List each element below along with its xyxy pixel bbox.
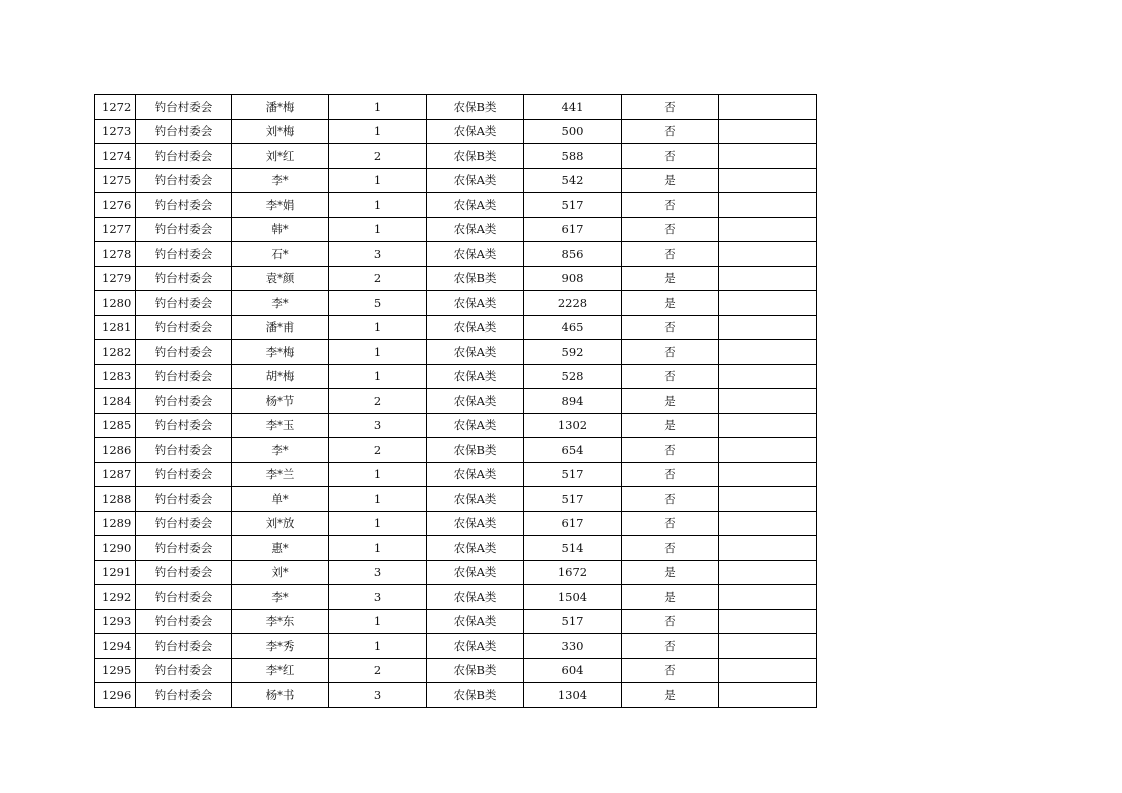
village-cell: 钓台村委会 — [136, 609, 232, 634]
row-id-cell: 1296 — [95, 683, 136, 708]
row-id-cell: 1275 — [95, 168, 136, 193]
household-count-cell: 1 — [329, 487, 427, 512]
note-cell — [719, 536, 817, 561]
table-row — [95, 389, 817, 414]
insurance-category-cell: 农保A类 — [427, 536, 524, 561]
amount-cell: 1302 — [524, 413, 622, 438]
note-cell — [719, 634, 817, 659]
note-cell — [719, 95, 817, 120]
amount-cell: 1672 — [524, 560, 622, 585]
note-cell — [719, 340, 817, 365]
village-cell: 钓台村委会 — [136, 511, 232, 536]
amount-cell: 592 — [524, 340, 622, 365]
insurance-category-cell: 农保B类 — [427, 266, 524, 291]
name-cell: 刘* — [232, 560, 329, 585]
table-row — [95, 658, 817, 683]
village-cell: 钓台村委会 — [136, 315, 232, 340]
note-cell — [719, 193, 817, 218]
table-row — [95, 683, 817, 708]
table-row — [95, 413, 817, 438]
household-count-cell: 2 — [329, 389, 427, 414]
flag-cell: 否 — [622, 95, 719, 120]
household-count-cell: 3 — [329, 585, 427, 610]
name-cell: 袁*颜 — [232, 266, 329, 291]
household-count-cell: 2 — [329, 266, 427, 291]
village-cell: 钓台村委会 — [136, 340, 232, 365]
name-cell: 李* — [232, 168, 329, 193]
note-cell — [719, 266, 817, 291]
row-id-cell: 1280 — [95, 291, 136, 316]
amount-cell: 528 — [524, 364, 622, 389]
insurance-category-cell: 农保A类 — [427, 364, 524, 389]
row-id-cell: 1293 — [95, 609, 136, 634]
roster-table — [94, 94, 817, 708]
amount-cell: 441 — [524, 95, 622, 120]
household-count-cell: 3 — [329, 413, 427, 438]
amount-cell: 588 — [524, 144, 622, 169]
table-row — [95, 609, 817, 634]
row-id-cell: 1290 — [95, 536, 136, 561]
household-count-cell: 1 — [329, 536, 427, 561]
amount-cell: 1304 — [524, 683, 622, 708]
amount-cell: 908 — [524, 266, 622, 291]
table-row — [95, 364, 817, 389]
insurance-category-cell: 农保A类 — [427, 413, 524, 438]
flag-cell: 否 — [622, 536, 719, 561]
roster-body — [95, 95, 817, 708]
flag-cell: 否 — [622, 511, 719, 536]
flag-cell: 否 — [622, 634, 719, 659]
household-count-cell: 1 — [329, 315, 427, 340]
household-count-cell: 1 — [329, 634, 427, 659]
amount-cell: 617 — [524, 511, 622, 536]
amount-cell: 517 — [524, 609, 622, 634]
row-id-cell: 1278 — [95, 242, 136, 267]
flag-cell: 是 — [622, 168, 719, 193]
household-count-cell: 1 — [329, 217, 427, 242]
village-cell: 钓台村委会 — [136, 266, 232, 291]
flag-cell: 否 — [622, 609, 719, 634]
flag-cell: 是 — [622, 413, 719, 438]
note-cell — [719, 389, 817, 414]
row-id-cell: 1284 — [95, 389, 136, 414]
name-cell: 胡*梅 — [232, 364, 329, 389]
name-cell: 杨*书 — [232, 683, 329, 708]
flag-cell: 否 — [622, 364, 719, 389]
row-id-cell: 1279 — [95, 266, 136, 291]
row-id-cell: 1295 — [95, 658, 136, 683]
household-count-cell: 1 — [329, 511, 427, 536]
village-cell: 钓台村委会 — [136, 683, 232, 708]
flag-cell: 否 — [622, 217, 719, 242]
name-cell: 李* — [232, 291, 329, 316]
note-cell — [719, 315, 817, 340]
household-count-cell: 1 — [329, 609, 427, 634]
village-cell: 钓台村委会 — [136, 291, 232, 316]
table-row — [95, 119, 817, 144]
village-cell: 钓台村委会 — [136, 536, 232, 561]
village-cell: 钓台村委会 — [136, 144, 232, 169]
household-count-cell: 1 — [329, 119, 427, 144]
flag-cell: 否 — [622, 144, 719, 169]
name-cell: 李*娟 — [232, 193, 329, 218]
village-cell: 钓台村委会 — [136, 585, 232, 610]
row-id-cell: 1294 — [95, 634, 136, 659]
row-id-cell: 1286 — [95, 438, 136, 463]
row-id-cell: 1291 — [95, 560, 136, 585]
name-cell: 刘*梅 — [232, 119, 329, 144]
name-cell: 石* — [232, 242, 329, 267]
insurance-category-cell: 农保A类 — [427, 585, 524, 610]
name-cell: 李* — [232, 438, 329, 463]
amount-cell: 517 — [524, 487, 622, 512]
insurance-category-cell: 农保B类 — [427, 438, 524, 463]
flag-cell: 否 — [622, 340, 719, 365]
name-cell: 刘*放 — [232, 511, 329, 536]
row-id-cell: 1287 — [95, 462, 136, 487]
flag-cell: 否 — [622, 119, 719, 144]
amount-cell: 514 — [524, 536, 622, 561]
table-row — [95, 634, 817, 659]
household-count-cell: 3 — [329, 683, 427, 708]
amount-cell: 2228 — [524, 291, 622, 316]
note-cell — [719, 144, 817, 169]
note-cell — [719, 413, 817, 438]
note-cell — [719, 511, 817, 536]
row-id-cell: 1289 — [95, 511, 136, 536]
household-count-cell: 1 — [329, 340, 427, 365]
name-cell: 潘*梅 — [232, 95, 329, 120]
table-row — [95, 438, 817, 463]
insurance-category-cell: 农保A类 — [427, 511, 524, 536]
village-cell: 钓台村委会 — [136, 462, 232, 487]
note-cell — [719, 168, 817, 193]
village-cell: 钓台村委会 — [136, 560, 232, 585]
insurance-category-cell: 农保A类 — [427, 315, 524, 340]
amount-cell: 465 — [524, 315, 622, 340]
note-cell — [719, 585, 817, 610]
table-row — [95, 168, 817, 193]
row-id-cell: 1276 — [95, 193, 136, 218]
table-row — [95, 266, 817, 291]
table-row — [95, 144, 817, 169]
amount-cell: 856 — [524, 242, 622, 267]
amount-cell: 654 — [524, 438, 622, 463]
village-cell: 钓台村委会 — [136, 487, 232, 512]
table-row — [95, 340, 817, 365]
village-cell: 钓台村委会 — [136, 364, 232, 389]
village-cell: 钓台村委会 — [136, 413, 232, 438]
table-row — [95, 462, 817, 487]
table-row — [95, 560, 817, 585]
flag-cell: 是 — [622, 266, 719, 291]
row-id-cell: 1288 — [95, 487, 136, 512]
insurance-category-cell: 农保B类 — [427, 683, 524, 708]
insurance-category-cell: 农保A类 — [427, 462, 524, 487]
village-cell: 钓台村委会 — [136, 438, 232, 463]
insurance-category-cell: 农保A类 — [427, 560, 524, 585]
household-count-cell: 1 — [329, 193, 427, 218]
flag-cell: 是 — [622, 683, 719, 708]
village-cell: 钓台村委会 — [136, 389, 232, 414]
insurance-category-cell: 农保A类 — [427, 340, 524, 365]
amount-cell: 604 — [524, 658, 622, 683]
insurance-category-cell: 农保A类 — [427, 389, 524, 414]
insurance-category-cell: 农保A类 — [427, 119, 524, 144]
household-count-cell: 1 — [329, 95, 427, 120]
row-id-cell: 1281 — [95, 315, 136, 340]
amount-cell: 517 — [524, 462, 622, 487]
note-cell — [719, 658, 817, 683]
household-count-cell: 5 — [329, 291, 427, 316]
insurance-category-cell: 农保A类 — [427, 242, 524, 267]
flag-cell: 否 — [622, 487, 719, 512]
flag-cell: 否 — [622, 462, 719, 487]
row-id-cell: 1282 — [95, 340, 136, 365]
insurance-category-cell: 农保A类 — [427, 609, 524, 634]
household-count-cell: 1 — [329, 462, 427, 487]
household-count-cell: 3 — [329, 560, 427, 585]
flag-cell: 否 — [622, 242, 719, 267]
note-cell — [719, 242, 817, 267]
insurance-category-cell: 农保A类 — [427, 168, 524, 193]
insurance-category-cell: 农保B类 — [427, 95, 524, 120]
name-cell: 李*梅 — [232, 340, 329, 365]
name-cell: 潘*甫 — [232, 315, 329, 340]
table-row — [95, 291, 817, 316]
village-cell: 钓台村委会 — [136, 119, 232, 144]
flag-cell: 是 — [622, 560, 719, 585]
amount-cell: 517 — [524, 193, 622, 218]
note-cell — [719, 609, 817, 634]
row-id-cell: 1283 — [95, 364, 136, 389]
table-row — [95, 217, 817, 242]
name-cell: 李*秀 — [232, 634, 329, 659]
name-cell: 李*兰 — [232, 462, 329, 487]
note-cell — [719, 119, 817, 144]
amount-cell: 894 — [524, 389, 622, 414]
household-count-cell: 1 — [329, 168, 427, 193]
name-cell: 李*玉 — [232, 413, 329, 438]
name-cell: 李* — [232, 585, 329, 610]
flag-cell: 否 — [622, 193, 719, 218]
note-cell — [719, 462, 817, 487]
insurance-category-cell: 农保A类 — [427, 291, 524, 316]
table-row — [95, 536, 817, 561]
flag-cell: 是 — [622, 585, 719, 610]
village-cell: 钓台村委会 — [136, 658, 232, 683]
village-cell: 钓台村委会 — [136, 168, 232, 193]
flag-cell: 是 — [622, 291, 719, 316]
row-id-cell: 1273 — [95, 119, 136, 144]
table-row — [95, 315, 817, 340]
note-cell — [719, 487, 817, 512]
insurance-category-cell: 农保A类 — [427, 487, 524, 512]
insurance-category-cell: 农保A类 — [427, 217, 524, 242]
name-cell: 韩* — [232, 217, 329, 242]
table-row — [95, 585, 817, 610]
insurance-category-cell: 农保A类 — [427, 634, 524, 659]
note-cell — [719, 560, 817, 585]
row-id-cell: 1292 — [95, 585, 136, 610]
name-cell: 李*东 — [232, 609, 329, 634]
name-cell: 杨*节 — [232, 389, 329, 414]
row-id-cell: 1277 — [95, 217, 136, 242]
household-count-cell: 2 — [329, 658, 427, 683]
row-id-cell: 1274 — [95, 144, 136, 169]
note-cell — [719, 364, 817, 389]
note-cell — [719, 438, 817, 463]
name-cell: 单* — [232, 487, 329, 512]
table-row — [95, 511, 817, 536]
name-cell: 刘*红 — [232, 144, 329, 169]
note-cell — [719, 217, 817, 242]
table-row — [95, 193, 817, 218]
household-count-cell: 1 — [329, 364, 427, 389]
flag-cell: 否 — [622, 658, 719, 683]
village-cell: 钓台村委会 — [136, 634, 232, 659]
village-cell: 钓台村委会 — [136, 95, 232, 120]
table-row — [95, 242, 817, 267]
flag-cell: 否 — [622, 438, 719, 463]
row-id-cell: 1272 — [95, 95, 136, 120]
note-cell — [719, 683, 817, 708]
name-cell: 李*红 — [232, 658, 329, 683]
amount-cell: 330 — [524, 634, 622, 659]
insurance-category-cell: 农保B类 — [427, 144, 524, 169]
household-count-cell: 2 — [329, 438, 427, 463]
amount-cell: 500 — [524, 119, 622, 144]
flag-cell: 否 — [622, 315, 719, 340]
note-cell — [719, 291, 817, 316]
household-count-cell: 3 — [329, 242, 427, 267]
amount-cell: 542 — [524, 168, 622, 193]
name-cell: 惠* — [232, 536, 329, 561]
amount-cell: 617 — [524, 217, 622, 242]
insurance-category-cell: 农保B类 — [427, 658, 524, 683]
village-cell: 钓台村委会 — [136, 217, 232, 242]
amount-cell: 1504 — [524, 585, 622, 610]
village-cell: 钓台村委会 — [136, 193, 232, 218]
row-id-cell: 1285 — [95, 413, 136, 438]
village-cell: 钓台村委会 — [136, 242, 232, 267]
flag-cell: 是 — [622, 389, 719, 414]
table-row — [95, 95, 817, 120]
insurance-category-cell: 农保A类 — [427, 193, 524, 218]
household-count-cell: 2 — [329, 144, 427, 169]
table-row — [95, 487, 817, 512]
